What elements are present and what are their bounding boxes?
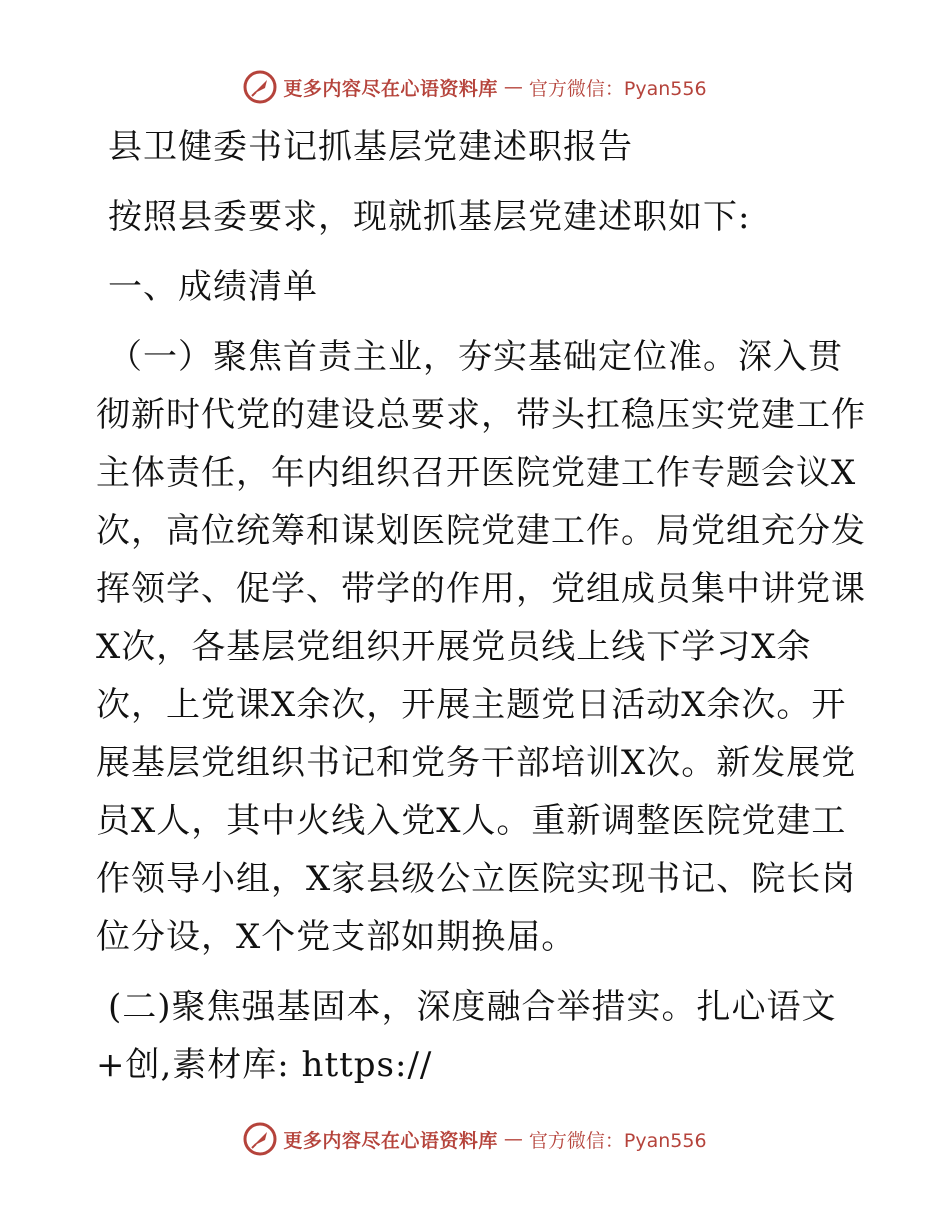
paragraph-line: 主体责任，年内组织召开医院党建工作专题会议X bbox=[96, 453, 857, 493]
paragraph-line: 次，高位统筹和谋划医院党建工作。局党组充分发 bbox=[96, 511, 866, 551]
document-title: 县卫健委书记抓基层党建述职报告 bbox=[108, 127, 633, 167]
paragraph-line: 展基层党组织书记和党务干部培训X次。新发展党 bbox=[96, 743, 857, 783]
paragraph-line: X次，各基层党组织开展党员线上线下学习X余 bbox=[96, 627, 812, 667]
quill-logo-icon bbox=[243, 70, 277, 104]
paragraph-line: 挥领学、促学、带学的作用，党组成员集中讲党课 bbox=[96, 569, 866, 609]
paragraph-line: (二)聚焦强基固本，深度融合举措实。扎心语文 bbox=[108, 987, 837, 1027]
section-heading: 一、成绩清单 bbox=[108, 267, 318, 307]
watermark-dash: — bbox=[503, 1128, 523, 1150]
watermark-dash: — bbox=[503, 76, 523, 98]
paragraph-1 bbox=[96, 328, 866, 966]
watermark-wechat: 官方微信：Pyan556 bbox=[528, 1129, 707, 1152]
footer-watermark-banner bbox=[0, 1122, 950, 1156]
document-body bbox=[96, 118, 866, 1106]
paragraph-line: 员X人，其中火线入党X人。重新调整医院党建工 bbox=[96, 801, 847, 841]
watermark-wechat: 官方微信：Pyan556 bbox=[528, 77, 707, 100]
header-watermark-banner bbox=[0, 70, 950, 104]
paragraph-line: 次，上党课X余次，开展主题党日活动X余次。开 bbox=[96, 685, 847, 725]
document-intro: 按照县委要求，现就抓基层党建述职如下: bbox=[108, 197, 751, 237]
paragraph-line: 位分设，X个党支部如期换届。 bbox=[96, 917, 577, 957]
paragraph-line: （一）聚焦首责主业，夯实基础定位准。深入贯 bbox=[108, 337, 843, 377]
quill-logo-icon bbox=[243, 1122, 277, 1156]
watermark-text: 更多内容尽在心语资料库 bbox=[283, 1129, 498, 1152]
paragraph-line: +创,素材库: https:// bbox=[96, 1045, 433, 1085]
paragraph-line: 彻新时代党的建设总要求，带头扛稳压实党建工作 bbox=[96, 395, 866, 435]
watermark-text: 更多内容尽在心语资料库 bbox=[283, 77, 498, 100]
paragraph-line: 作领导小组，X家县级公立医院实现书记、院长岗 bbox=[96, 859, 857, 899]
paragraph-2 bbox=[96, 978, 856, 1094]
